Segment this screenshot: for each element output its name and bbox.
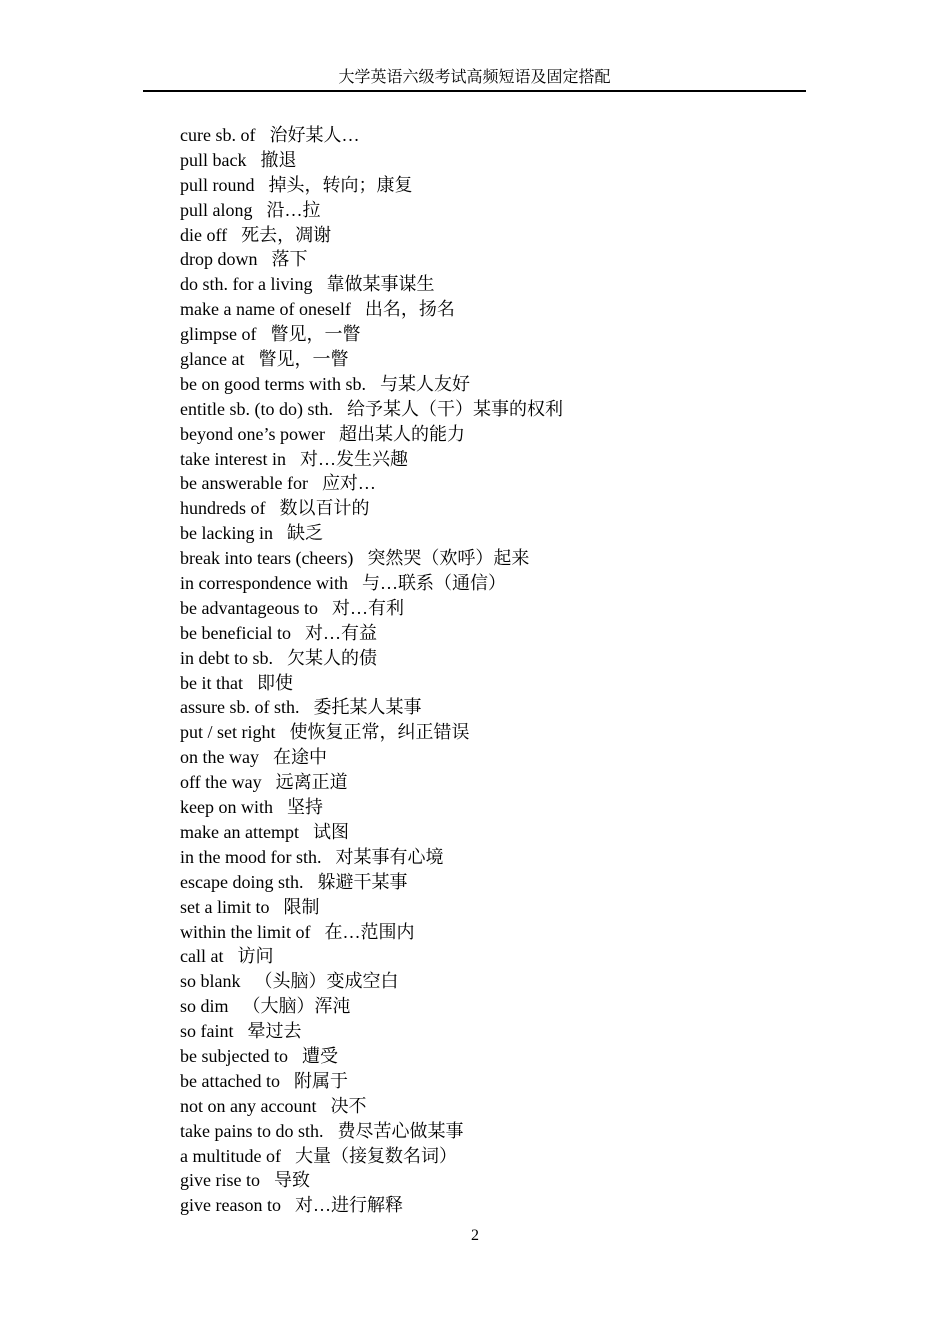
phrase-english: pull back [180,149,247,170]
phrase-english: take interest in [180,448,286,469]
phrase-chinese: 欠某人的债 [287,647,377,668]
phrase-chinese: 导致 [273,1170,310,1191]
phrase-entry [180,1119,780,1144]
phrase-entry [180,521,780,546]
phrase-english: be on good terms with sb. [180,373,366,394]
phrase-chinese: 对…发生兴趣 [299,448,408,469]
phrase-entry [180,1044,780,1069]
phrase-english: in debt to sb. [180,647,273,668]
phrase-english: make an attempt [180,821,299,842]
phrase-chinese: 附属于 [293,1070,348,1091]
phrase-english: take pains to do sth. [180,1120,324,1141]
phrase-chinese: 遭受 [301,1045,338,1066]
phrase-entry [180,820,780,845]
phrase-entry [180,397,780,422]
phrase-entry [180,1069,780,1094]
phrase-entry [180,845,780,870]
phrase-english: be advantageous to [180,597,318,618]
phrase-chinese: 对某事有心境 [335,846,444,867]
phrase-english: glance at [180,349,245,370]
phrase-chinese: 治好某人… [269,125,360,145]
phrase-chinese: 在…范围内 [324,921,415,942]
phrase-entry [180,720,780,745]
phrase-english: call at [180,946,224,967]
phrase-entry [180,347,780,372]
phrase-english: give reason to [180,1195,281,1216]
phrase-chinese: 撤退 [260,149,297,170]
phrase-english: glimpse of [180,324,257,345]
phrase-chinese: 瞥见，一瞥 [258,349,349,370]
phrase-entry [180,223,780,248]
phrase-chinese: 与…联系（通信） [361,573,506,594]
phrase-english: be lacking in [180,523,273,544]
phrase-chinese: 数以百计的 [279,498,370,519]
phrase-entry [180,447,780,472]
phrase-entry [180,148,780,173]
phrase-entry [180,994,780,1019]
phrase-entry [180,1193,780,1218]
phrase-english: pull along [180,199,253,220]
phrase-english: be attached to [180,1070,280,1091]
phrase-chinese: 出名，扬名 [364,299,455,320]
phrase-entry [180,895,780,920]
phrase-english: in correspondence with [180,573,348,594]
phrase-chinese: 大量（接复数名词） [294,1145,457,1166]
phrase-chinese: 沿…拉 [266,199,321,220]
phrase-entry [180,1019,780,1044]
phrase-english: be it that [180,672,243,693]
phrase-entry [180,671,780,696]
phrase-english: so blank [180,971,241,992]
phrase-chinese: 落下 [271,249,308,270]
phrase-entry [180,471,780,496]
phrase-chinese: 决不 [330,1095,367,1116]
phrase-english: entitle sb. (to do) sth. [180,398,333,419]
phrase-english: make a name of oneself [180,299,351,320]
phrase-chinese: 超出某人的能力 [338,423,465,444]
phrase-chinese: 缺乏 [286,523,323,544]
phrase-chinese: 瞥见，一瞥 [270,324,361,345]
phrase-chinese: 对…有益 [304,622,377,643]
phrase-entry [180,297,780,322]
phrase-english: do sth. for a living [180,274,313,295]
phrase-english: not on any account [180,1095,317,1116]
phrase-chinese: 试图 [312,821,349,842]
phrase-english: escape doing sth. [180,871,304,892]
phrase-entry [180,770,780,795]
phrase-english: die off [180,224,228,245]
phrase-chinese: 死去，凋谢 [241,224,332,245]
phrase-chinese: 给予某人（干）某事的权利 [346,398,563,419]
phrase-chinese: 在途中 [272,747,327,768]
phrase-english: off the way [180,772,262,793]
phrase-chinese: 对…有利 [331,597,404,618]
phrase-chinese: 晕过去 [247,1021,302,1042]
phrase-entry [180,944,780,969]
phrase-entry [180,372,780,397]
phrase-english: beyond one’s power [180,423,325,444]
phrase-english: hundreds of [180,498,266,519]
phrase-english: break into tears (cheers) [180,548,354,569]
phrase-entry [180,621,780,646]
phrase-chinese: 掉头，转向；康复 [268,174,413,195]
phrase-entry [180,173,780,198]
phrase-chinese: 靠做某事谋生 [326,274,435,295]
phrase-chinese: （大脑）浑沌 [242,996,351,1017]
phrase-chinese: 限制 [283,896,320,917]
phrase-entry [180,596,780,621]
phrase-chinese: （头脑）变成空白 [254,971,399,992]
phrase-entry [180,745,780,770]
phrase-entry [180,571,780,596]
phrase-entry [180,920,780,945]
phrase-english: be subjected to [180,1045,288,1066]
phrase-list [180,123,780,1218]
phrase-english: cure sb. of [180,125,256,145]
phrase-chinese: 坚持 [286,797,323,818]
phrase-english: so faint [180,1021,234,1042]
phrase-entry [180,247,780,272]
phrase-english: pull round [180,174,255,195]
page-header [143,66,806,92]
phrase-chinese: 对…进行解释 [294,1195,403,1216]
phrase-entry [180,123,780,148]
phrase-entry [180,198,780,223]
phrase-chinese: 与某人友好 [380,373,470,394]
phrase-english: be answerable for [180,473,308,494]
phrase-entry [180,969,780,994]
phrase-english: on the way [180,747,259,768]
phrase-entry [180,546,780,571]
phrase-english: give rise to [180,1170,260,1191]
page-header-title: 大学英语六级考试高频短语及固定搭配 [338,69,611,86]
phrase-entry [180,422,780,447]
phrase-chinese: 使恢复正常，纠正错误 [289,722,470,743]
page-number: 2 [471,1227,479,1244]
phrase-chinese: 远离正道 [275,772,348,793]
phrase-english: so dim [180,996,229,1017]
phrase-entry [180,496,780,521]
phrase-entry [180,272,780,297]
phrase-english: in the mood for sth. [180,846,322,867]
phrase-entry [180,870,780,895]
phrase-entry [180,1144,780,1169]
phrase-entry [180,1168,780,1193]
phrase-chinese: 躲避干某事 [317,871,408,892]
phrase-entry [180,795,780,820]
phrase-chinese: 即使 [256,672,293,693]
phrase-english: put / set right [180,722,276,743]
phrase-entry [180,1094,780,1119]
phrase-chinese: 访问 [237,946,274,967]
phrase-entry [180,322,780,347]
phrase-chinese: 费尽苦心做某事 [337,1120,464,1141]
phrase-english: set a limit to [180,896,270,917]
phrase-entry [180,695,780,720]
phrase-chinese: 突然哭（欢呼）起来 [367,548,530,569]
phrase-english: a multitude of [180,1145,281,1166]
phrase-english: keep on with [180,797,273,818]
phrase-english: assure sb. of sth. [180,697,300,718]
phrase-english: within the limit of [180,921,311,942]
phrase-chinese: 应对… [321,473,376,494]
phrase-entry [180,646,780,671]
phrase-english: be beneficial to [180,622,291,643]
phrase-chinese: 委托某人某事 [313,697,422,718]
phrase-english: drop down [180,249,258,270]
